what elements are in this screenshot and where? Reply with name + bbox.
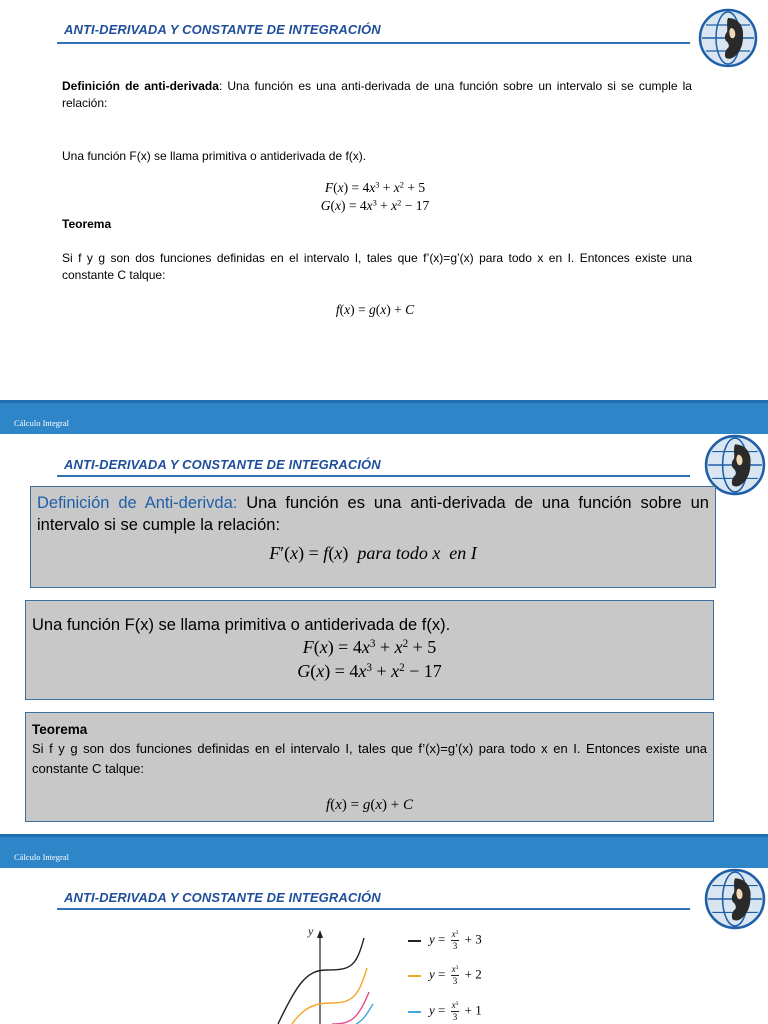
theorem-text: Si f y g son dos funciones definidas en el intervalo I, tales que f’(x)=g’(x) para todo x en I. Entonces existe una constante C talque:	[62, 251, 692, 283]
equation-F: $F(x) = 4x^3 + x^2 + 5$	[324, 180, 426, 195]
footer-band	[0, 834, 768, 868]
footer-band	[0, 400, 768, 434]
antiderivative-family-graph	[270, 920, 390, 1024]
definition-box	[30, 486, 716, 588]
y-axis-arrow-icon	[317, 930, 323, 938]
theorem-title: Teorema	[62, 217, 112, 231]
definition-label: Definición de anti-derivada	[62, 79, 219, 93]
university-logo-icon	[698, 8, 758, 68]
theorem-box	[25, 712, 714, 822]
theorem-text: Si f y g son dos funciones definidas en el intervalo I, tales que f’(x)=g’(x) para todo x en I. Entonces existe una constante C talque:	[32, 741, 707, 776]
slide-title: ANTI-DERIVADA Y CONSTANTE DE INTEGRACIÓN	[64, 890, 381, 905]
curve-c0	[356, 1004, 373, 1024]
title-underline	[57, 475, 690, 477]
university-logo-icon	[704, 868, 766, 930]
legend-item-c2: y = $\frac{x^3}{3}$ + 2	[408, 965, 482, 986]
equation-G: $G(x) = 4x^3 + x^2 - 17$	[320, 198, 430, 213]
equation-G: $G(x) = 4x^3 + x^2 - 17$	[297, 661, 442, 681]
theorem-title: Teorema	[32, 722, 88, 737]
equation-f-equals-g-plus-c: f(x) = g(x) + C	[326, 797, 413, 813]
primitive-box	[25, 600, 714, 700]
slide-title: ANTI-DERIVADA Y CONSTANTE DE INTEGRACIÓN	[64, 22, 381, 37]
definition-paragraph	[62, 78, 692, 113]
definition-paragraph	[37, 493, 709, 537]
definition-label: Definición de Anti-derivda:	[37, 494, 238, 512]
y-axis-label: y	[308, 924, 314, 938]
curve-c3	[278, 938, 364, 1024]
equation-f-equals-g-plus-c: f(x) = g(x) + C	[335, 302, 415, 317]
primitive-sentence: Una función F(x) se llama primitiva o antiderivada de f(x).	[62, 149, 367, 163]
definition-text: : Una función es una anti-derivada de una función sobre un intervalo si se cumple la relación:	[62, 79, 692, 111]
slide-3	[0, 868, 768, 1024]
legend-item-c1: y = $\frac{x^3}{3}$ + 1	[408, 1001, 482, 1022]
title-underline	[57, 42, 690, 44]
equation-F: $F(x) = 4x^3 + x^2 + 5$	[302, 637, 437, 657]
slide-title: ANTI-DERIVADA Y CONSTANTE DE INTEGRACIÓN	[64, 457, 381, 472]
footer-label: Cálculo Integral	[14, 852, 69, 862]
title-underline	[57, 908, 690, 910]
curve-c1	[332, 992, 369, 1024]
definition-text: Una función es una anti-derivada de una función sobre un intervalo si se cumple la relación:	[37, 494, 709, 534]
slide-1	[0, 0, 768, 400]
equation-Fprime: F′(x) = f(x) para todo x en I	[269, 543, 477, 563]
footer-label: Cálculo Integral	[14, 418, 69, 428]
primitive-sentence: Una función F(x) se llama primitiva o antiderivada de f(x).	[32, 616, 451, 634]
legend-item-c3: y = $\frac{x^3}{3}$ + 3	[408, 930, 482, 951]
slide-2	[0, 434, 768, 834]
